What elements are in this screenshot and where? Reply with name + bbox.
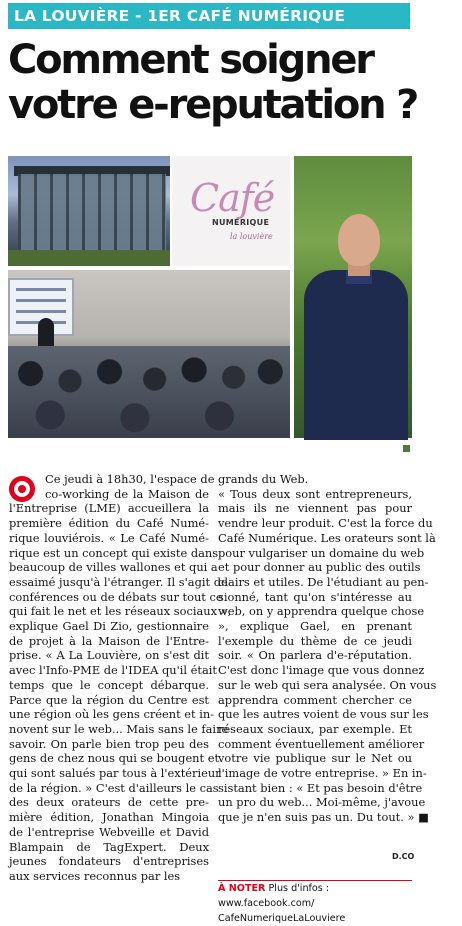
article-line: comment éventuellement améliorer <box>218 736 425 751</box>
article-line: l'Entreprise (LME) accueillera la <box>9 501 209 516</box>
article-line: rique louviérois. « Le Café Numé- <box>9 530 209 545</box>
a-noter-text-2: CafeNumeriqueLaLouviere <box>218 913 346 924</box>
article-line: jeunes fondateurs d'entreprises <box>9 854 209 869</box>
article-line: sistant bien : « Et pas besoin d'être <box>218 780 423 795</box>
article-line: vendre leur produit. C'est la force du <box>218 516 433 531</box>
photo-credit-square <box>403 445 410 452</box>
article-line: qui sont salués par tous à l'extérieur <box>9 766 221 781</box>
article-line: web, on y apprendra quelque chose <box>218 604 425 619</box>
article-line: sionné, tant qu'on s'intéresse au <box>218 589 412 604</box>
article-column-1 <box>9 472 232 884</box>
article-line: que les autres voient de vous sur les <box>218 707 429 722</box>
logo-city: la louvière <box>230 232 273 241</box>
article-line: beaucoup de villes wallones et qui a <box>9 560 218 575</box>
kicker-banner: LA LOUVIÈRE - 1ER CAFÉ NUMÉRIQUE <box>8 3 410 29</box>
article-line: Parce que la région du Centre est <box>9 692 209 707</box>
article-line: », explique Gael, en prenant <box>218 619 412 634</box>
building-facade <box>18 174 166 252</box>
article-line: votre vie publique sur le Net ou <box>218 751 412 766</box>
article-line: temps que le concept débarque. <box>9 677 209 692</box>
article-line: co-working de la Maison de <box>45 486 209 501</box>
portrait-shirt <box>304 270 408 440</box>
article-line: Blampain de TagExpert. Deux <box>9 839 209 854</box>
article-line: de projet à la Maison de l'Entre- <box>9 633 209 648</box>
article-line: essaimé jusqu'à l'étranger. Il s'agit de <box>9 574 228 589</box>
article-line: réseaux sociaux, par exemple. Et <box>218 721 412 736</box>
article-line: de la région. » C'est d'ailleurs le cas <box>9 780 219 795</box>
article-line: prise. « A La Louvière, on s'est dit <box>9 648 209 663</box>
article-line: explique Gael Di Zio, gestionnaire <box>9 619 209 634</box>
article-line: soir. « On parlera d'e-réputation. <box>218 648 412 663</box>
article-line: Café Numérique. Les orateurs sont là <box>218 530 436 545</box>
byline: D.CO <box>392 852 415 861</box>
article-line: « Tous deux sont entrepreneurs, <box>218 486 412 501</box>
article-line: l'image de votre entreprise. » En in- <box>218 766 427 781</box>
article-line: une région où les gens créent et in- <box>9 707 215 722</box>
article-line: première édition du Café Numé- <box>9 516 209 531</box>
article-line: pour vulgariser un domaine du web <box>218 545 425 560</box>
article-line: novent sur le web... Mais sans le faire <box>9 721 229 736</box>
a-noter-text: Plus d'infos : www.facebook.com/ <box>218 883 330 909</box>
logo-subtitle: NUMÉRIQUE <box>212 218 270 227</box>
article-line: C'est donc l'image que vous donnez <box>218 663 425 678</box>
building-photo <box>8 156 170 266</box>
article-line: mais ils ne viennent pas pour <box>218 501 412 516</box>
article-line: que je n'en suis pas un. Du tout. » ■ <box>218 810 429 825</box>
article-line: et pour donner au public des outils <box>218 560 421 575</box>
article-line: Ce jeudi à 18h30, l'espace de <box>45 472 215 486</box>
article-line: aux services reconnus par les <box>9 868 181 883</box>
article-line: grands du Web. <box>218 472 309 486</box>
article-column-2 <box>218 472 437 825</box>
speaker-portrait-photo <box>294 156 412 438</box>
article-line: l'exemple du thème de ce jeudi <box>218 633 412 648</box>
article-line: savoir. On parle bien trop peu des <box>9 736 209 751</box>
article-line: gens de chez nous qui se bougent et <box>9 751 220 766</box>
headline-line-2: votre e-reputation ? <box>8 82 418 128</box>
headline-line-1: Comment soigner <box>8 37 373 83</box>
article-line: qui fait le net et les réseaux sociaux », <box>9 604 232 619</box>
article-line: mière édition, Jonathan Mingoia <box>9 810 209 825</box>
portrait-head <box>338 214 380 266</box>
logo-word: Café <box>190 176 275 220</box>
a-noter-box <box>218 880 412 926</box>
a-noter-label: À NOTER <box>218 883 266 894</box>
article-line: apprendra comment chercher ce <box>218 692 412 707</box>
article-line: de l'entreprise Webveille et David <box>9 824 209 839</box>
article-line: des deux orateurs de cette pre- <box>9 795 209 810</box>
conference-room-photo <box>8 270 290 438</box>
building-lawn <box>8 250 170 266</box>
audience-crowd <box>8 346 290 438</box>
cafe-numerique-logo <box>172 156 290 266</box>
headline <box>8 38 458 128</box>
article-line: avec l'Info-PME de l'IDEA qu'il était <box>9 663 217 678</box>
article-line: sur le web qui sera analysée. On vous <box>218 677 437 692</box>
article-line: rique est un concept qui existe dans <box>9 545 219 560</box>
article-line: clairs et utiles. De l'étudiant au pen- <box>218 574 429 589</box>
article-line: un pro du web... Moi-même, j'avoue <box>218 795 426 810</box>
article-line: conférences ou de débats sur tout ce <box>9 589 223 604</box>
